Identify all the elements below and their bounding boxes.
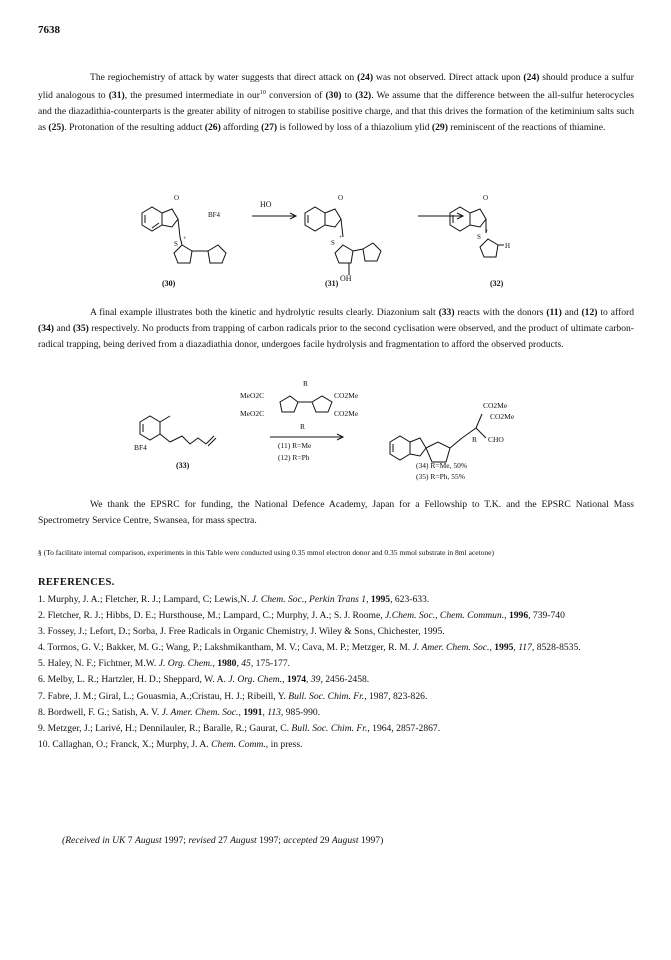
co2me-product-1: CO2Me	[483, 401, 508, 410]
bf4-counterion: BF4	[208, 211, 221, 219]
references-list	[38, 592, 638, 753]
reference-item: 6. Melby, L. R.; Hartzler, H. D.; Sheppard, W. A. J. Org. Chem., 1974, 39, 2456-2458.	[38, 674, 370, 686]
svg-text:O: O	[174, 194, 180, 202]
bf4-counterion-33: BF4	[134, 443, 147, 452]
donor-structure	[280, 396, 332, 412]
product-35: (35) R=Ph, 55%	[416, 472, 466, 481]
svg-text:+: +	[183, 236, 187, 242]
paragraph-regiochemistry: The regiochemistry of attack by water suggests that direct attack on (24) was not observed. Direct attack upon (24) should produce a sulfur ylid analogous to (31), the presumed intermediate in our$^{10}$ conversion of (30) to (32). We assume that the difference between the all-sulfur heterocycles and the diazadithia-counterparts is the greater ability of nitrogen to stabilise positive charge, and that this drives the formation of the ketiminium salts such as (25). Protonation of the resulting adduct (26) affording (27) is followed by loss of a thiazolium ylid (29) reminiscent of the reactions of thiamine.	[38, 72, 635, 133]
paragraph-final-example: A final example illustrates both the kinetic and hydrolytic results clearly. Diazonium salt (33) reacts with the donors (11) and (12) to afford (34) and (35) respectively. No products from trapping of carbon radicals prior to the second cyclisation were observed, and the product of ultimate carbon-radical trapping, being derived from a diazadiathia donor, undergoes facile hydrolysis and fragmentation to afford the observed products.	[38, 307, 635, 350]
svg-text:S: S	[331, 239, 335, 247]
svg-text:+: +	[339, 235, 343, 241]
r-product: R	[472, 435, 478, 444]
meo2c-bottom: MeO2C	[240, 409, 265, 418]
reference-item: 9. Metzger, J.; Larivé, H.; Dennilauler, R.; Baralle, R.; Gaurat, C. Bull. Soc. Chim. Fr., 1964, 2857-2867.	[38, 722, 441, 734]
label-32: (32)	[490, 279, 504, 288]
reference-item: 8. Bordwell, F. G.; Satish, A. V. J. Amer. Chem. Soc., 1991, 113, 985-990.	[38, 706, 321, 718]
hydroxide-reagent: HO	[260, 200, 272, 209]
reference-item: 4. Tormos, G. V.; Bakker, M. G.; Wang, P.; Lakshmikantham, M. V.; Cava, M. P.; Metzger, R. M. J. Amer. Chem. Soc., 1995, 117, 8528-8535.	[38, 642, 581, 654]
cho-group: CHO	[488, 435, 504, 444]
acknowledgements: We thank the EPSRC for funding, the National Defence Academy, Japan for a Fellowship to T.K. and the EPSRC National Mass Spectrometry Service Centre, Swansea, for mass spectra.	[38, 499, 634, 526]
structure-32	[450, 207, 504, 257]
reference-item: 2. Fletcher, R. J.; Hibbs, D. E.; Hursthouse, M.; Lampard, C.; Murphy, J. A.; S. J. Roome, J.Chem. Soc., Chem. Commun., 1996, 739-740	[38, 610, 565, 622]
oh-group: OH	[340, 274, 352, 283]
reference-item: 5. Haley, N. F.; Fichtner, M.W. J. Org. Chem., 1980, 45, 175-177.	[38, 658, 291, 670]
svg-text:O: O	[483, 194, 489, 202]
scheme-1	[120, 183, 540, 293]
reference-item: 10. Callaghan, O.; Franck, X.; Murphy, J. A. Chem. Comm., in press.	[38, 738, 303, 750]
label-30: (30)	[162, 279, 176, 288]
svg-text:+: +	[485, 229, 489, 235]
label-31: (31)	[325, 279, 339, 288]
r-bottom: R	[300, 422, 306, 431]
co2me-bottom: CO2Me	[334, 409, 359, 418]
donor-11: (11) R=Me	[278, 441, 312, 450]
structure-33	[140, 416, 216, 446]
reference-item: 3. Fossey, J.; Lefort, D.; Sorba, J. Free Radicals in Organic Chemistry, J. Wiley & Sons, Chichester, 1995.	[38, 626, 445, 638]
product-34: (34) R=Me, 50%	[416, 461, 468, 470]
structure-31	[305, 207, 381, 275]
svg-text:S: S	[477, 233, 481, 241]
meo2c-top: MeO2C	[240, 391, 265, 400]
label-33: (33)	[176, 461, 190, 470]
reference-item: 7. Fabre, J. M.; Giral, L.; Gouasmia, A.;Cristau, H. J.; Ribeill, Y. Bull. Soc. Chim. Fr., 1987, 823-826.	[38, 690, 428, 702]
footnote: § (To facilitate internal comparison, experiments in this Table were conducted using 0.35 mmol electron donor and 0.35 mmol substrate in 8ml acetone)	[38, 548, 494, 557]
co2me-top: CO2Me	[334, 391, 359, 400]
received-dates: (Received in UK 7 August 1997; revised 27 August 1997; accepted 29 August 1997)	[62, 835, 384, 846]
scheme-2	[120, 372, 580, 482]
co2me-product-2: CO2Me	[490, 412, 515, 421]
svg-text:S: S	[174, 240, 178, 248]
reference-item: 1. Murphy, J. A.; Fletcher, R. J.; Lampard, C; Lewis,N. J. Chem. Soc., Perkin Trans 1, 1995, 623-633.	[38, 594, 430, 605]
svg-text:O: O	[338, 194, 344, 202]
page-number: 7638	[38, 24, 60, 36]
r-top: R	[303, 379, 309, 388]
donor-12: (12) R=Ph	[278, 453, 310, 462]
references-title: REFERENCES.	[38, 577, 115, 588]
svg-text:H: H	[505, 242, 511, 250]
